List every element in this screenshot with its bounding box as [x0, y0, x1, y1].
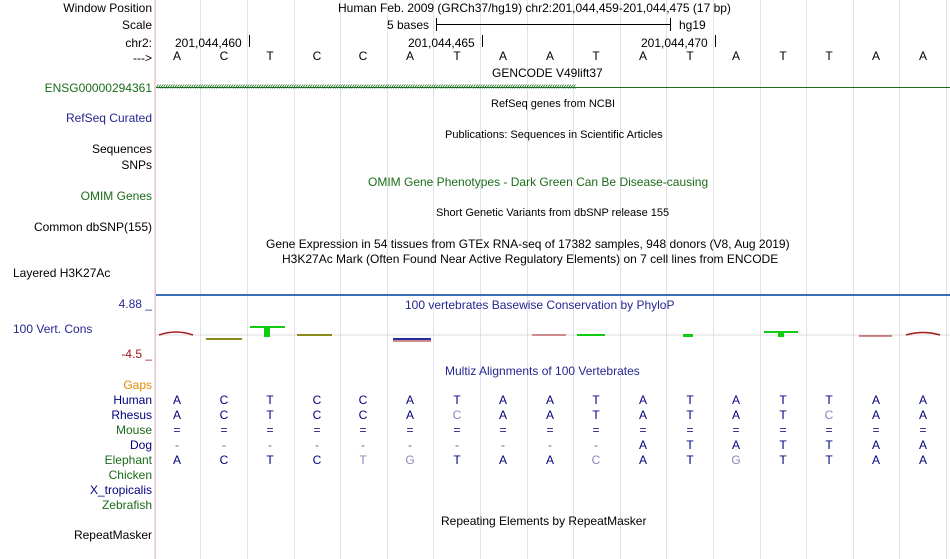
aligned-base: A	[638, 408, 647, 422]
aligned-base: A	[871, 408, 880, 422]
strand-label: --->	[133, 51, 152, 65]
aligned-base: -	[222, 438, 226, 452]
aligned-base: -	[315, 438, 319, 452]
sequence-base: T	[453, 49, 461, 63]
aligned-base: A	[871, 393, 880, 407]
grid-line	[154, 0, 155, 559]
aligned-base: =	[220, 423, 228, 437]
cons-bar-3	[250, 326, 285, 328]
aligned-base: -	[175, 438, 179, 452]
species-label-mouse[interactable]: Mouse	[115, 423, 152, 437]
aligned-base: A	[731, 393, 740, 407]
aligned-base: =	[825, 423, 833, 437]
aligned-base: =	[639, 423, 647, 437]
species-label-human[interactable]: Human	[113, 393, 152, 407]
gene-strand-arrows: ‹‹‹‹‹‹‹‹‹‹‹‹‹‹‹‹‹‹‹‹‹‹‹‹‹‹‹‹‹‹‹‹‹‹‹‹‹‹‹‹‹‹‹‹‹‹‹‹‹‹‹‹‹‹‹‹‹‹‹‹‹‹‹‹‹‹‹‹‹‹‹‹‹‹‹‹‹‹‹‹‹‹‹‹‹‹‹‹‹‹‹‹‹‹‹‹‹‹‹‹‹‹‹‹‹‹‹‹‹‹‹‹‹‹‹‹‹‹‹‹‹‹‹‹‹‹‹‹‹‹‹‹‹‹‹‹‹‹‹‹‹‹‹‹‹‹‹‹‹‹‹‹‹‹‹‹‹‹‹‹‹‹‹‹‹‹‹‹‹‹‹‹‹‹‹‹‹‹‹‹	[156, 81, 576, 92]
browser-image[interactable]	[156, 0, 950, 559]
h3k27ac-label[interactable]: Layered H3K27Ac	[13, 266, 111, 280]
aligned-base: C	[219, 408, 229, 422]
multiz-track-title[interactable]: Multiz Alignments of 100 Vertebrates	[445, 364, 640, 378]
gtex-track-title[interactable]: Gene Expression in 54 tissues from GTEx RNA-seq of 17382 samples, 948 donors (V8, Aug 2019)	[266, 237, 790, 251]
conservation-track-title[interactable]: 100 vertebrates Basewise Conservation by PhyloP	[405, 298, 675, 312]
sequences-label[interactable]: Sequences	[91, 142, 152, 156]
aligned-base: =	[592, 423, 600, 437]
aligned-base: A	[638, 393, 647, 407]
aligned-base: T	[266, 453, 274, 467]
aligned-base: A	[871, 453, 880, 467]
aligned-base: -	[501, 438, 505, 452]
cons-bar-3b	[264, 328, 270, 337]
aligned-base: T	[825, 453, 833, 467]
window-position-label: Window Position	[63, 1, 152, 15]
aligned-base: A	[498, 408, 507, 422]
snps-label[interactable]: SNPs	[121, 158, 152, 172]
aligned-base: T	[825, 438, 833, 452]
cons-bar-7	[577, 334, 605, 336]
aligned-base: -	[268, 438, 272, 452]
aligned-base: A	[731, 438, 740, 452]
aligned-base: =	[499, 423, 507, 437]
sequence-base: T	[592, 49, 600, 63]
aligned-base: A	[405, 408, 414, 422]
sequence-base: T	[825, 49, 833, 63]
position-label-1: 201,044,460	[175, 36, 242, 50]
position-label-3: 201,044,470	[641, 36, 708, 50]
sequence-base: A	[498, 49, 507, 63]
cons-bar-4	[297, 334, 332, 336]
repeatmasker-track-title[interactable]: Repeating Elements by RepeatMasker	[441, 514, 647, 528]
aligned-base: =	[686, 423, 694, 437]
sequence-base: C	[358, 49, 368, 63]
aligned-base: C	[358, 393, 368, 407]
aligned-base: C	[591, 453, 601, 467]
sequence-base: A	[172, 49, 181, 63]
sequence-base: C	[219, 49, 229, 63]
aligned-base: A	[172, 408, 181, 422]
aligned-base: A	[918, 408, 927, 422]
aligned-base: T	[686, 393, 694, 407]
aligned-base: A	[731, 408, 740, 422]
omim-track-title[interactable]: OMIM Gene Phenotypes - Dark Green Can Be Disease-causing	[368, 175, 709, 189]
gene-id-label[interactable]: ENSG00000294361	[44, 81, 152, 95]
aligned-base: =	[919, 423, 927, 437]
refseq-label[interactable]: RefSeq Curated	[65, 111, 152, 125]
aligned-base: A	[405, 393, 414, 407]
species-label-rhesus[interactable]: Rhesus	[111, 408, 152, 422]
chrom-label: chr2:	[125, 36, 152, 50]
aligned-base: T	[266, 408, 274, 422]
sequence-base: C	[312, 49, 322, 63]
aligned-base: =	[359, 423, 367, 437]
cons-label[interactable]: 100 Vert. Cons	[13, 322, 93, 336]
aligned-base: T	[592, 393, 600, 407]
aligned-base: A	[545, 393, 554, 407]
aligned-base: C	[824, 408, 834, 422]
position-label-2: 201,044,465	[408, 36, 475, 50]
aligned-base: A	[918, 453, 927, 467]
aligned-base: -	[455, 438, 459, 452]
sequence-base: A	[405, 49, 414, 63]
aligned-base: G	[405, 453, 415, 467]
aligned-base: -	[408, 438, 412, 452]
cons-max-label: 4.88 _	[118, 297, 152, 311]
aligned-base: =	[266, 423, 274, 437]
aligned-base: -	[594, 438, 598, 452]
aligned-base: T	[686, 438, 694, 452]
assembly-position-text: Human Feb. 2009 (GRCh37/hg19) chr2:201,044,459-201,044,475 (17 bp)	[338, 1, 731, 15]
sequence-base: A	[871, 49, 880, 63]
aligned-base: A	[918, 438, 927, 452]
scale-bar-right-tick	[670, 18, 671, 31]
sequence-base: A	[918, 49, 927, 63]
scale-text: 5 bases	[387, 18, 430, 32]
aligned-base: T	[686, 408, 694, 422]
aligned-base: A	[172, 453, 181, 467]
species-label-x_tropicalis[interactable]: X_tropicalis	[89, 483, 152, 497]
aligned-base: A	[498, 393, 507, 407]
aligned-base: T	[779, 393, 787, 407]
sequence-base: T	[686, 49, 694, 63]
gencode-track-title[interactable]: GENCODE V49lift37	[492, 66, 603, 80]
position-tick-3	[715, 35, 716, 47]
aligned-base: A	[545, 453, 554, 467]
aligned-base: A	[638, 453, 647, 467]
aligned-base: C	[358, 408, 368, 422]
scale-bar	[436, 24, 671, 25]
track-label-column	[0, 0, 156, 559]
aligned-base: A	[918, 393, 927, 407]
species-label-zebrafish[interactable]: Zebrafish	[101, 498, 152, 512]
species-label-elephant[interactable]: Elephant	[104, 453, 152, 467]
aligned-base: A	[498, 453, 507, 467]
aligned-base: A	[545, 408, 554, 422]
repeatmasker-label[interactable]: RepeatMasker	[73, 528, 152, 542]
scale-bar-left-tick	[436, 18, 437, 31]
aligned-base: A	[172, 393, 181, 407]
h3k27ac-track-title[interactable]: H3K27Ac Mark (Often Found Near Active Regulatory Elements) on 7 cell lines from ENCODE	[282, 252, 779, 266]
scale-label: Scale	[121, 18, 152, 32]
aligned-base: T	[359, 453, 367, 467]
aligned-base: A	[638, 438, 647, 452]
cons-min-label: -4.5 _	[121, 347, 152, 361]
scale-assembly: hg19	[679, 18, 706, 32]
aligned-base: T	[779, 438, 787, 452]
aligned-base: C	[312, 393, 322, 407]
cons-bar-8	[683, 334, 693, 337]
aligned-base: =	[872, 423, 880, 437]
sequence-base: T	[266, 49, 274, 63]
aligned-base: =	[313, 423, 321, 437]
aligned-base: T	[779, 408, 787, 422]
aligned-base: =	[453, 423, 461, 437]
track-separator	[156, 294, 950, 296]
publications-track-title[interactable]: Publications: Sequences in Scientific Articles	[445, 129, 663, 141]
aligned-base: G	[731, 453, 741, 467]
aligned-base: C	[312, 453, 322, 467]
aligned-base: =	[779, 423, 787, 437]
aligned-base: =	[732, 423, 740, 437]
aligned-base: =	[173, 423, 181, 437]
aligned-base: C	[312, 408, 322, 422]
position-tick-2	[482, 35, 483, 47]
species-label-chicken[interactable]: Chicken	[108, 468, 152, 482]
cons-bar-9b	[778, 332, 784, 337]
cons-bar-5	[393, 338, 431, 340]
aligned-base: C	[219, 453, 229, 467]
aligned-base: =	[406, 423, 414, 437]
conservation-plot[interactable]	[156, 318, 950, 346]
omim-label[interactable]: OMIM Genes	[80, 189, 152, 203]
aligned-base: -	[548, 438, 552, 452]
aligned-base: T	[266, 393, 274, 407]
cons-bar-2	[206, 338, 242, 340]
aligned-base: T	[453, 393, 461, 407]
aligned-base: T	[825, 393, 833, 407]
species-label-dog[interactable]: Dog	[129, 438, 152, 452]
position-tick-1	[249, 35, 250, 47]
aligned-base: T	[779, 453, 787, 467]
sequence-base: A	[731, 49, 740, 63]
aligned-base: T	[453, 453, 461, 467]
aligned-base: T	[686, 453, 694, 467]
aligned-base: C	[219, 393, 229, 407]
gaps-label[interactable]: Gaps	[123, 378, 152, 392]
aligned-base: C	[452, 408, 462, 422]
sequence-base: A	[545, 49, 554, 63]
short-variants-track-title[interactable]: Short Genetic Variants from dbSNP release 155	[436, 207, 670, 219]
aligned-base: -	[361, 438, 365, 452]
refseq-track-title[interactable]: RefSeq genes from NCBI	[491, 98, 616, 110]
aligned-base: T	[592, 408, 600, 422]
aligned-base: A	[871, 438, 880, 452]
sequence-base: A	[638, 49, 647, 63]
aligned-base: =	[546, 423, 554, 437]
dbsnp-label[interactable]: Common dbSNP(155)	[33, 220, 152, 234]
sequence-base: T	[779, 49, 787, 63]
